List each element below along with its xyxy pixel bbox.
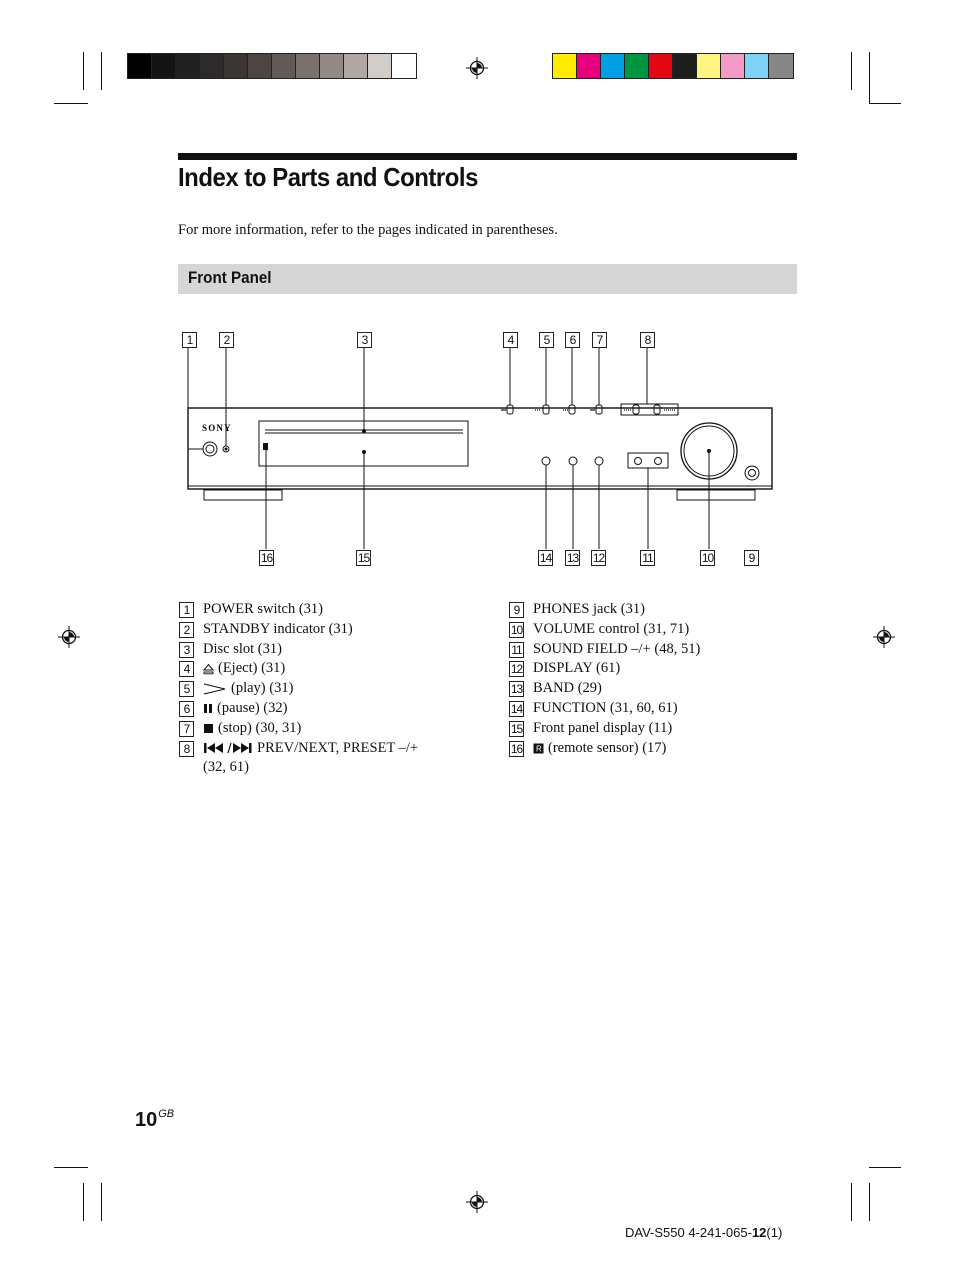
- callout-2: 2: [219, 332, 234, 348]
- legend-number: 14: [510, 701, 523, 716]
- legend-text: POWER switch (31): [203, 601, 324, 617]
- legend-text: FUNCTION (31, 60, 61): [533, 699, 678, 716]
- callout-15: 15: [357, 551, 370, 565]
- play-button: [543, 405, 549, 414]
- pause-icon: [203, 703, 213, 714]
- legend-item: [509, 620, 829, 640]
- page-number: $10^{GB}$: [135, 1108, 175, 1131]
- footer-code: DAV-S550 4-241-065-12(1): [625, 1225, 783, 1240]
- legend-text: (Eject) (31): [218, 660, 286, 677]
- legend-number: 10: [510, 622, 523, 637]
- section-title: Front Panel: [188, 269, 272, 287]
- legend-number: 11: [509, 642, 524, 658]
- callout-4: 4: [503, 332, 518, 348]
- legend-item: [179, 600, 499, 620]
- legend-number: 4: [179, 661, 194, 677]
- stop-button: [596, 405, 602, 414]
- callout-3: 3: [357, 332, 372, 348]
- legend-text: STANDBY indicator (31): [203, 620, 353, 637]
- pause-button: [569, 405, 575, 414]
- registration-mark-icon: [466, 1191, 488, 1213]
- callout-16: 16: [260, 551, 273, 565]
- legend-number: 9: [509, 602, 524, 618]
- right-foot: [677, 490, 755, 500]
- legend-left: [179, 600, 499, 778]
- svg-text:R: R: [536, 744, 542, 754]
- legend-number: 6: [179, 701, 194, 717]
- legend-item: [179, 640, 499, 660]
- legend-text: DISPLAY (61): [533, 660, 621, 677]
- callout-5: 5: [539, 332, 554, 348]
- callout-14: 14: [539, 551, 552, 565]
- prev-next-icon: [203, 742, 253, 754]
- legend-number: 12: [510, 662, 523, 677]
- legend-number: 13: [510, 682, 523, 697]
- legend-item: [509, 600, 829, 620]
- left-foot: [204, 490, 282, 500]
- legend-number: 2: [179, 622, 194, 638]
- legend-text: (play) (31): [231, 680, 294, 697]
- legend-text: PREV/NEXT, PRESET –/+: [257, 739, 419, 756]
- legend-text: Disc slot (31): [203, 640, 282, 657]
- page-title: Index to Parts and Controls: [178, 162, 478, 192]
- eject-icon: [203, 663, 214, 675]
- sony-logo: SONY: [202, 423, 232, 433]
- legend-text: (remote sensor) (17): [548, 739, 667, 756]
- intro-text: For more information, refer to the pages indicated in parentheses.: [178, 222, 558, 238]
- legend-text: Front panel display (11): [533, 719, 673, 736]
- band-button: [569, 457, 577, 465]
- callout-13: 13: [566, 551, 579, 565]
- legend-item: [179, 699, 499, 719]
- callout-7: 7: [592, 332, 607, 348]
- legend-item: [509, 719, 829, 739]
- callout-11: 11: [640, 550, 655, 566]
- legend-item: [179, 739, 499, 759]
- remote-sensor-icon: [533, 743, 544, 754]
- callout-1: 1: [182, 332, 197, 348]
- legend-number: 15: [510, 721, 523, 736]
- legend-item: [509, 679, 829, 699]
- callout-6: 6: [565, 332, 580, 348]
- legend-item: [509, 739, 829, 759]
- phones-jack: [745, 466, 759, 480]
- front-panel-diagram: [0, 0, 954, 620]
- registration-mark-icon: [873, 626, 895, 648]
- legend-item: [179, 659, 499, 679]
- legend-item: [509, 659, 829, 679]
- play-icon: [203, 683, 227, 695]
- legend-item-continuation: [179, 758, 499, 778]
- page-number-suffix: GB: [158, 1108, 175, 1120]
- legend-item: [509, 640, 829, 660]
- stop-icon: [203, 723, 214, 734]
- prev-next-buttons: [621, 404, 678, 415]
- callout-8: 8: [640, 332, 655, 348]
- registration-mark-icon: [58, 626, 80, 648]
- legend-text: PHONES jack (31): [533, 601, 645, 617]
- power-switch: [203, 442, 217, 456]
- legend-item: [509, 699, 829, 719]
- legend-text: SOUND FIELD –/+ (48, 51): [533, 640, 701, 657]
- legend-text: BAND (29): [533, 680, 602, 697]
- legend-number: 7: [179, 721, 194, 737]
- legend-text: (pause) (32): [217, 699, 288, 716]
- legend-text: (32, 61): [203, 759, 249, 776]
- callout-10: 10: [701, 551, 714, 565]
- callout-9: 9: [744, 550, 759, 566]
- callout-12: 12: [592, 551, 605, 565]
- eject-button: [507, 405, 513, 414]
- legend-right: [509, 600, 829, 758]
- legend-item: [179, 719, 499, 739]
- legend-text: VOLUME control (31, 71): [533, 620, 690, 637]
- legend-item: [179, 620, 499, 640]
- sound-field-buttons: [628, 453, 668, 468]
- legend-number: 3: [179, 642, 194, 658]
- legend-item: [179, 679, 499, 699]
- legend-number: 8: [179, 741, 194, 757]
- legend-text: (stop) (30, 31): [218, 719, 302, 736]
- function-button: [542, 457, 550, 465]
- legend-number: 16: [510, 741, 523, 756]
- display-button: [595, 457, 603, 465]
- legend-number: 5: [179, 681, 194, 697]
- legend-number: 1: [179, 602, 194, 618]
